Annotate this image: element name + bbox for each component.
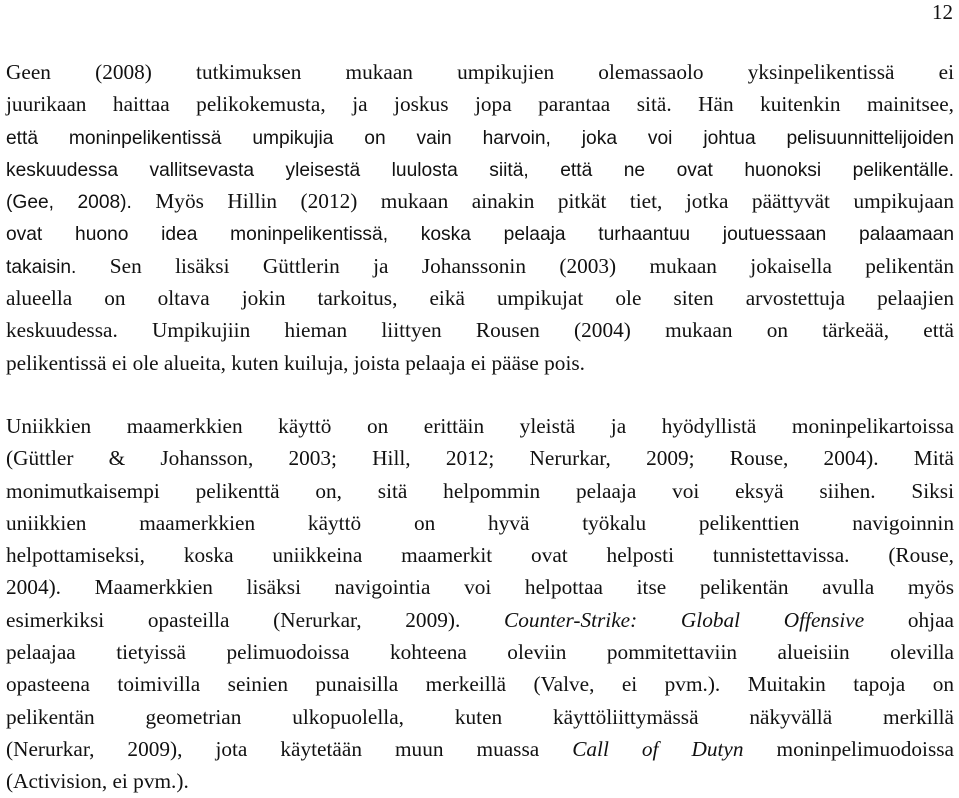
text-segment: (Güttler & Johansson, 2003; Hill, 2012; Nerurkar, 2009; Rouse, 2004). Mitä: [6, 446, 954, 471]
text-line: [6, 733, 954, 765]
text-segment: pelaajaa tietyissä pelimuodoissa kohteena oleviin pommitettaviin alueisiin olevilla: [6, 640, 954, 665]
text-line: [6, 701, 954, 733]
text-line: [6, 282, 954, 314]
text-line: [6, 314, 954, 346]
text-segment: pelikentissä ei ole alueita, kuten kuiluja, joista pelaaja ei pääse pois.: [6, 350, 585, 375]
text-segment: Uniikkien maamerkkien käyttö on erittäin yleistä ja hyödyllistä moninpelikartoissa: [6, 413, 954, 438]
text-line: [6, 185, 954, 217]
paragraph: [6, 410, 954, 798]
text-segment: (Gee, 2008).: [6, 192, 156, 214]
italic-title: Counter-Strike: Global Offensive: [503, 607, 865, 632]
italic-title: Call of Dutyn: [572, 736, 744, 761]
text-line: [6, 153, 954, 185]
text-segment: ovat huono idea moninpelikentissä, koska pelaaja turhaantuu joutuessaan palaamaan: [6, 224, 954, 246]
text-line: [6, 571, 954, 603]
text-segment: ohjaa: [864, 607, 954, 632]
text-line: [6, 121, 954, 153]
text-line: [6, 475, 954, 507]
text-segment: keskuudessa vallitsevasta yleisestä luulosta siitä, että ne ovat huonoksi pelikentälle.: [6, 159, 954, 181]
text-segment: moninpelimuodoissa: [743, 736, 954, 761]
text-segment: Geen (2008) tutkimuksen mukaan umpikujien olemassaolo yksinpelikentissä ei: [6, 60, 954, 84]
text-segment: juurikaan haittaa pelikokemusta, ja joskus jopa parantaa sitä. Hän kuitenkin mainitsee,: [6, 92, 954, 117]
text-line: [6, 56, 954, 88]
text-line: [6, 410, 954, 442]
text-line: [6, 507, 954, 539]
text-line: [6, 442, 954, 474]
text-line: [6, 539, 954, 571]
text-segment: että moninpelikentissä umpikujia on vain harvoin, joka voi johtua pelisuunnittelijoiden: [6, 127, 954, 149]
text-segment: pelikentän geometrian ulkopuolella, kuten käyttöliittymässä näkyvällä merkillä: [6, 704, 954, 729]
page-number: 12: [932, 0, 953, 24]
text-segment: (Activision, ei pvm.).: [6, 769, 189, 794]
text-segment: uniikkien maamerkkien käyttö on hyvä työkalu pelikenttien navigoinnin: [6, 510, 954, 535]
text-line: [6, 250, 954, 282]
text-line: [6, 668, 954, 700]
text-line: [6, 604, 954, 636]
text-segment: opasteena toimivilla seinien punaisilla merkeillä (Valve, ei pvm.). Muitakin tapoja on: [6, 672, 954, 697]
text-segment: alueella on oltava jokin tarkoitus, eikä umpikujat ole siten arvostettuja pelaajien: [6, 286, 954, 311]
text-line: [6, 636, 954, 668]
paragraph: [6, 56, 954, 379]
text-line: [6, 88, 954, 120]
text-segment: (Nerurkar, 2009), jota käytetään muun muassa: [6, 736, 573, 761]
text-line: [6, 347, 954, 379]
text-segment: monimutkaisempi pelikenttä on, sitä helpommin pelaaja voi eksyä siihen. Siksi: [6, 478, 954, 503]
text-segment: Myös Hillin (2012) mukaan ainakin pitkät tiet, jotka päättyvät umpikujaan: [155, 189, 954, 214]
text-line: [6, 765, 954, 797]
text-segment: 2004). Maamerkkien lisäksi navigointia voi helpottaa itse pelikentän avulla myös: [6, 575, 954, 600]
text-segment: keskuudessa. Umpikujiin hieman liittyen Rousen (2004) mukaan on tärkeää, että: [6, 318, 954, 343]
text-segment: helpottamiseksi, koska uniikkeina maamerkit ovat helposti tunnistettavissa. (Rouse,: [6, 543, 954, 568]
text-segment: Sen lisäksi Güttlerin ja Johanssonin (2003) mukaan jokaisella pelikentän: [109, 253, 954, 278]
text-segment: takaisin.: [6, 256, 110, 278]
text-segment: esimerkiksi opasteilla (Nerurkar, 2009).: [6, 607, 504, 632]
text-line: [6, 217, 954, 249]
document-body: [6, 56, 954, 798]
